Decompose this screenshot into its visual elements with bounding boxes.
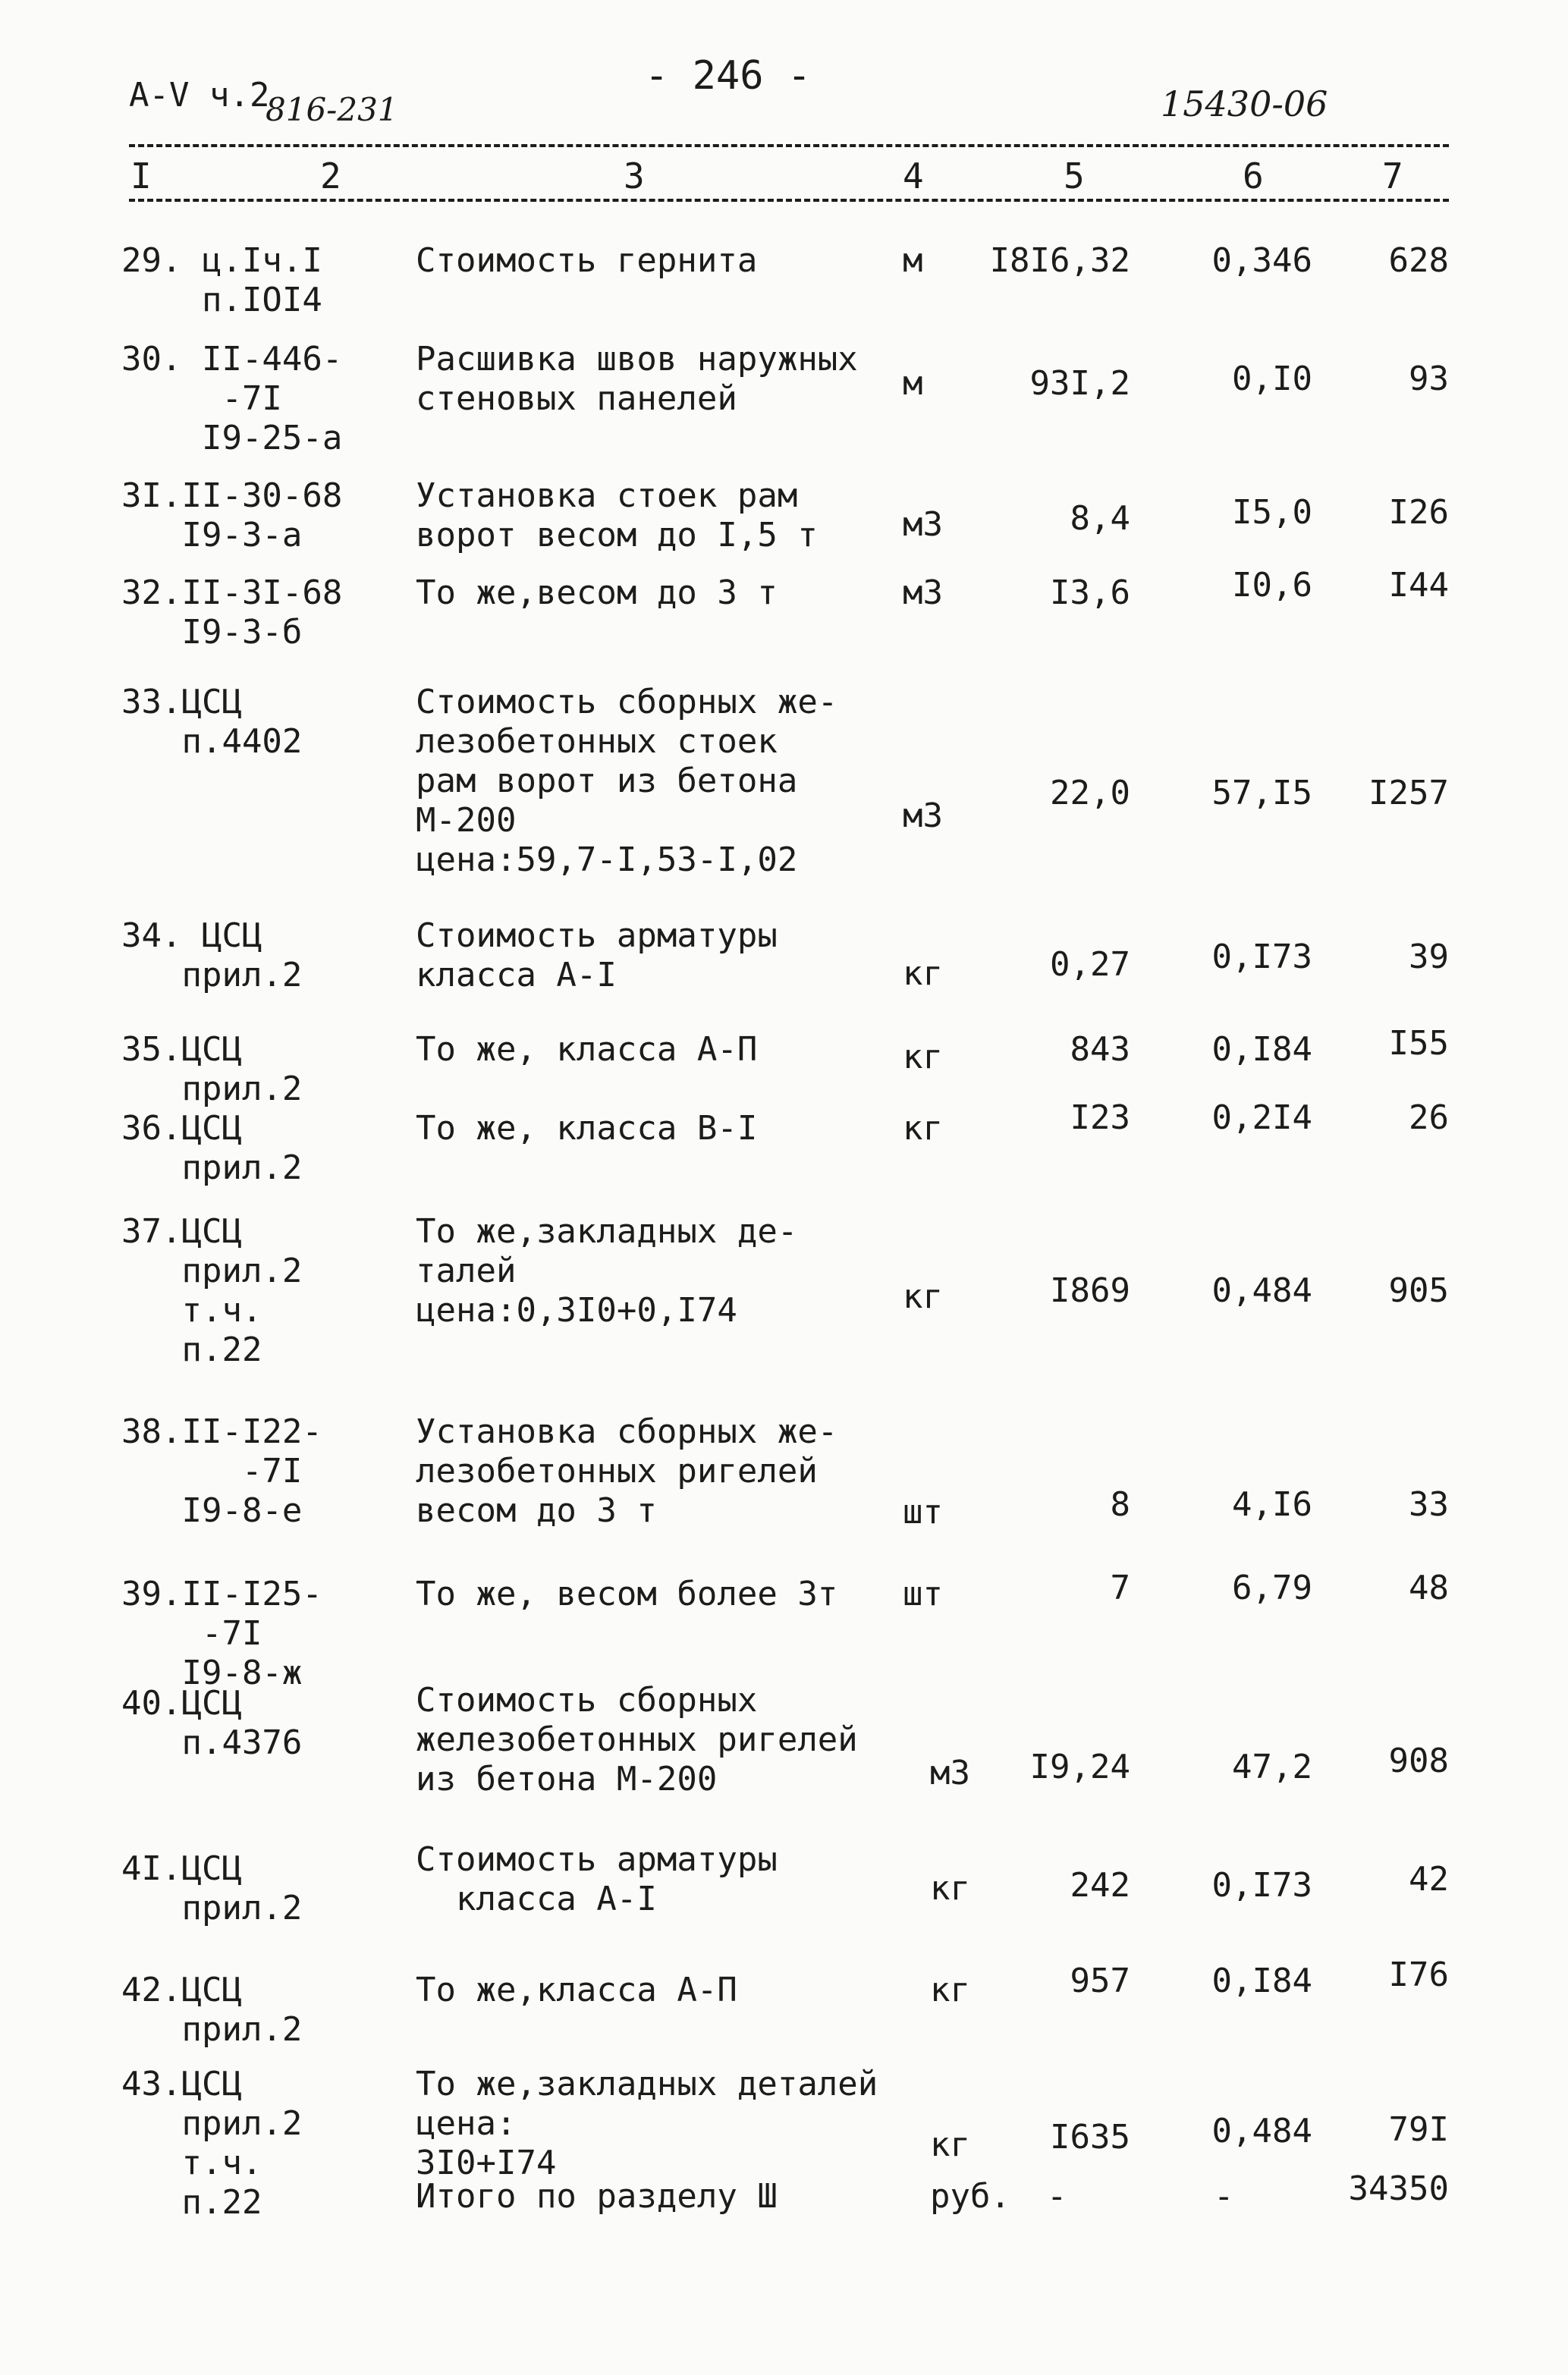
row-quantity: 22,0 bbox=[1050, 774, 1130, 812]
row-total: I257 bbox=[1368, 774, 1449, 812]
row-quantity: I8I6,32 bbox=[989, 241, 1130, 280]
row-unit: м3 bbox=[903, 796, 943, 835]
row-total: 93 bbox=[1409, 360, 1449, 398]
row-unit-price: 0,I73 bbox=[1211, 1866, 1312, 1905]
row-reference: 37.ЦСЦ прил.2 т.ч. п.22 bbox=[121, 1212, 303, 1369]
row-description: То же,весом до 3 т bbox=[416, 573, 778, 612]
row-total: 42 bbox=[1409, 1860, 1449, 1899]
row-reference: 30. II-446- -7I I9-25-а bbox=[121, 340, 343, 457]
row-unit: м bbox=[903, 241, 923, 280]
row-unit: шт bbox=[903, 1575, 943, 1613]
row-unit: м bbox=[903, 364, 923, 403]
row-quantity: 0,27 bbox=[1050, 945, 1130, 984]
handwritten-project-number: 816-231 bbox=[266, 91, 398, 128]
row-quantity: 7 bbox=[1110, 1569, 1130, 1607]
row-reference: 32.II-3I-68 I9-3-б bbox=[121, 573, 343, 652]
row-unit: кг bbox=[930, 1869, 970, 1908]
row-reference: 38.II-I22- -7I I9-8-е bbox=[121, 1412, 322, 1530]
row-unit: кг bbox=[903, 1038, 943, 1076]
row-unit: шт bbox=[903, 1493, 943, 1531]
row-unit-price: I0,6 bbox=[1232, 566, 1312, 605]
row-unit: кг bbox=[903, 954, 943, 993]
row-unit-price: 0,I84 bbox=[1211, 1962, 1312, 2000]
row-description: Стоимость гернита bbox=[416, 241, 758, 280]
row-total: 39 bbox=[1409, 938, 1449, 976]
row-description: То же,класса А-П bbox=[416, 1971, 737, 2009]
row-unit-price: 0,I0 bbox=[1232, 360, 1312, 398]
row-unit-price: 4,I6 bbox=[1232, 1485, 1312, 1524]
row-reference: 29. ц.Iч.I п.IOI4 bbox=[121, 241, 322, 319]
column-number-3: 3 bbox=[624, 156, 645, 196]
row-total: 908 bbox=[1388, 1742, 1449, 1780]
row-total: I44 bbox=[1388, 566, 1449, 605]
row-quantity: I869 bbox=[1050, 1271, 1130, 1310]
column-number-1: I bbox=[130, 156, 152, 196]
row-description: Расшивка швов наружных стеновых панелей bbox=[416, 340, 858, 418]
document-code: А-V ч.2 bbox=[129, 76, 270, 115]
row-description: То же,закладных деталей цена: 3I0+I74 bbox=[416, 2065, 878, 2182]
column-number-7: 7 bbox=[1382, 156, 1403, 196]
row-unit: м3 bbox=[930, 1754, 970, 1792]
row-reference: 33.ЦСЦ п.4402 bbox=[121, 683, 303, 761]
row-total: 33 bbox=[1409, 1485, 1449, 1524]
row-unit: кг bbox=[903, 1277, 943, 1316]
row-reference: 4I.ЦСЦ прил.2 bbox=[121, 1849, 303, 1927]
row-total: 79I bbox=[1388, 2110, 1449, 2149]
row-description: То же, класса А-П bbox=[416, 1030, 758, 1069]
row-description: Установка сборных же- лезобетонных ригелей весом до 3 т bbox=[416, 1412, 838, 1530]
section-total-label: Итого по разделу Ш bbox=[416, 2177, 778, 2216]
row-quantity: 242 bbox=[1070, 1866, 1130, 1905]
row-reference: 43.ЦСЦ прил.2 т.ч. п.22 bbox=[121, 2065, 303, 2222]
row-reference: 40.ЦСЦ п.4376 bbox=[121, 1684, 303, 1762]
row-unit: кг bbox=[930, 2125, 970, 2164]
column-number-5: 5 bbox=[1064, 156, 1085, 196]
column-number-4: 4 bbox=[903, 156, 924, 196]
row-quantity: - bbox=[1047, 2177, 1067, 2216]
row-unit: м3 bbox=[903, 573, 943, 612]
row-reference: 3I.II-30-68 I9-3-а bbox=[121, 476, 343, 554]
row-description: Стоимость арматуры класса А-I bbox=[416, 916, 778, 994]
row-quantity: I635 bbox=[1050, 2118, 1130, 2157]
row-quantity: I3,6 bbox=[1050, 573, 1130, 612]
row-total: I26 bbox=[1388, 493, 1449, 532]
row-total: I55 bbox=[1388, 1024, 1449, 1063]
row-unit-price: - bbox=[1214, 2177, 1234, 2216]
row-description: Установка стоек рам ворот весом до I,5 т bbox=[416, 476, 818, 554]
row-quantity: 843 bbox=[1070, 1030, 1130, 1069]
row-unit-price: 0,2I4 bbox=[1211, 1098, 1312, 1137]
row-quantity: 957 bbox=[1070, 1962, 1130, 2000]
row-unit-price: I5,0 bbox=[1232, 493, 1312, 532]
section-total-value: 34350 bbox=[1348, 2169, 1449, 2208]
row-total: I76 bbox=[1388, 1956, 1449, 1994]
row-total: 628 bbox=[1388, 241, 1449, 280]
row-quantity: I23 bbox=[1070, 1098, 1130, 1137]
row-reference: 39.II-I25- -7I I9-8-ж bbox=[121, 1575, 322, 1692]
header-bottom-rule bbox=[129, 199, 1449, 202]
row-quantity: 93I,2 bbox=[1029, 364, 1130, 403]
row-unit-price: 0,484 bbox=[1211, 1271, 1312, 1310]
row-unit: м3 bbox=[903, 505, 943, 544]
row-quantity: 8 bbox=[1110, 1485, 1130, 1524]
row-unit-price: 47,2 bbox=[1232, 1748, 1312, 1786]
row-total: 26 bbox=[1409, 1098, 1449, 1137]
header-top-rule bbox=[129, 144, 1449, 147]
row-reference: 35.ЦСЦ прил.2 bbox=[121, 1030, 303, 1108]
row-unit: кг bbox=[903, 1109, 943, 1148]
row-unit: руб. bbox=[930, 2177, 1010, 2216]
row-description: То же, весом более 3т bbox=[416, 1575, 838, 1613]
row-description: Стоимость сборных же- лезобетонных стоек рам ворот из бетона М-200 цена:59,7-I,53-I,02 bbox=[416, 683, 838, 879]
row-description: Стоимость сборных железобетонных ригелей из бетона М-200 bbox=[416, 1681, 858, 1799]
row-unit-price: 0,484 bbox=[1211, 2112, 1312, 2150]
row-description: Стоимость арматуры класса А-I bbox=[416, 1840, 778, 1918]
column-number-2: 2 bbox=[320, 156, 341, 196]
row-unit-price: 6,79 bbox=[1232, 1569, 1312, 1607]
row-reference: 34. ЦСЦ прил.2 bbox=[121, 916, 303, 994]
column-number-6: 6 bbox=[1243, 156, 1264, 196]
row-unit: кг bbox=[930, 1971, 970, 2009]
row-unit-price: 0,I84 bbox=[1211, 1030, 1312, 1069]
row-unit-price: 57,I5 bbox=[1211, 774, 1312, 812]
page-number: - 246 - bbox=[645, 53, 812, 99]
row-unit-price: 0,346 bbox=[1211, 241, 1312, 280]
row-unit-price: 0,I73 bbox=[1211, 938, 1312, 976]
row-description: То же,закладных де- талей цена:0,3I0+0,I74 bbox=[416, 1212, 798, 1330]
row-reference: 36.ЦСЦ прил.2 bbox=[121, 1109, 303, 1187]
row-quantity: 8,4 bbox=[1070, 499, 1130, 538]
row-reference: 42.ЦСЦ прил.2 bbox=[121, 1971, 303, 2049]
row-description: То же, класса В-I bbox=[416, 1109, 758, 1148]
row-total: 905 bbox=[1388, 1271, 1449, 1310]
row-quantity: I9,24 bbox=[1029, 1748, 1130, 1786]
row-total: 48 bbox=[1409, 1569, 1449, 1607]
handwritten-archive-number: 15430-06 bbox=[1161, 83, 1328, 124]
